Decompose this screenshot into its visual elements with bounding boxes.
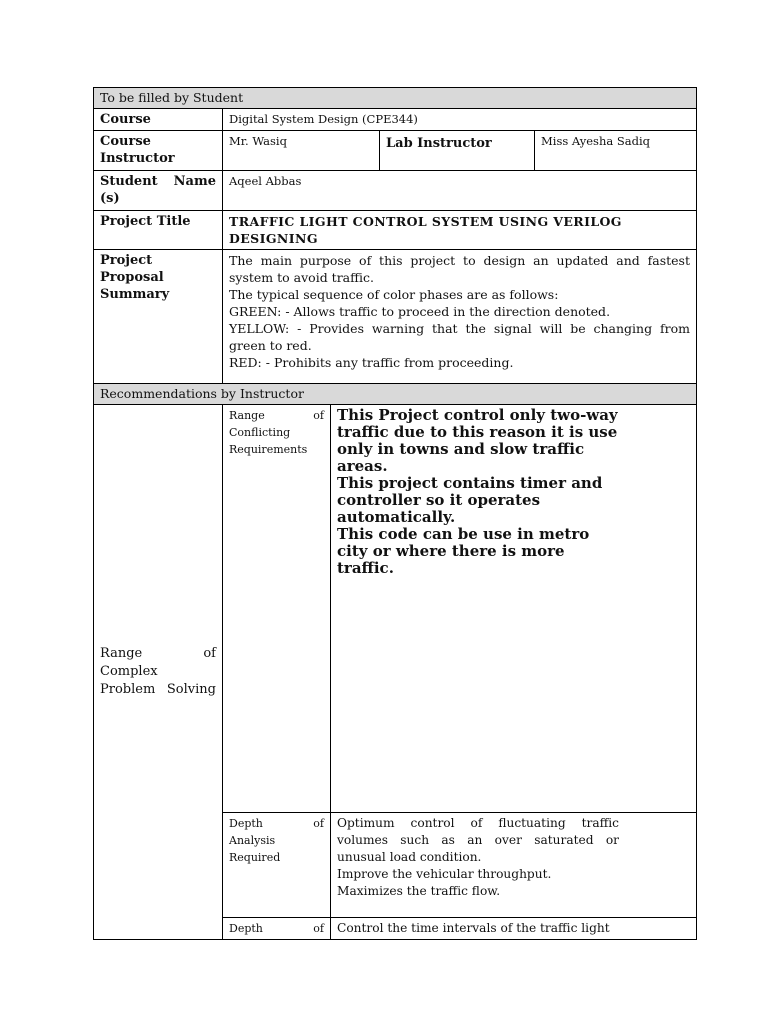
conflicting-line: This Project control only two-way traffic due to this reason it is use only in towns and slow traffic areas. (337, 406, 618, 475)
project-form-table (93, 87, 697, 940)
student-name-label: Student Name (s) (94, 171, 223, 211)
lab-instructor-label: Lab Instructor (380, 131, 535, 171)
conflicting-line: This code can be use in metro city or where there is more traffic. (337, 525, 590, 577)
complex-problem-label: Range of Complex Problem Solving (94, 405, 223, 940)
course-instructor-value: Mr. Wasiq (223, 131, 380, 171)
summary-line: The typical sequence of color phases are as follows: (229, 287, 559, 302)
student-name-value: Aqeel Abbas (223, 171, 697, 211)
course-instructor-label: Course Instructor (94, 131, 223, 171)
section-header-instructor (94, 384, 697, 405)
summary-line: RED: - Prohibits any traffic from proceeding. (229, 355, 514, 370)
project-title-label: Project Title (94, 211, 223, 250)
proposal-summary-row (94, 250, 697, 384)
conflicting-line: This project contains timer and controller so it operates automatically. (337, 474, 603, 526)
project-title-value: TRAFFIC LIGHT CONTROL SYSTEM USING VERILOG DESIGNING (223, 211, 697, 250)
depth-partial-label: Depth of (223, 918, 331, 940)
student-row (94, 171, 697, 211)
proposal-summary-text (223, 250, 697, 384)
depth-analysis-label: Depth of Analysis Required (223, 813, 331, 918)
depth-analysis-text (331, 813, 697, 918)
course-value: Digital System Design (CPE344) (223, 109, 697, 131)
depth-line: Optimum control of fluctuating traffic volumes such as an over saturated or unusual load condition. (337, 816, 619, 864)
proposal-summary-label: Project Proposal Summary (94, 250, 223, 384)
section-student-label: To be filled by Student (94, 88, 697, 109)
summary-line: GREEN: - Allows traffic to proceed in the direction denoted. (229, 304, 611, 319)
summary-line: YELLOW: - Provides warning that the signal will be changing from green to red. (229, 321, 690, 353)
section-header-student (94, 88, 697, 109)
project-title-row (94, 211, 697, 250)
instructor-row (94, 131, 697, 171)
conflicting-requirements-label: Range of Conflicting Requirements (223, 405, 331, 813)
summary-line: The main purpose of this project to design an updated and fastest system to avoid traffic. (229, 253, 690, 285)
depth-line: Improve the vehicular throughput. (337, 867, 552, 881)
course-row (94, 109, 697, 131)
depth-partial-text: Control the time intervals of the traffic light (331, 918, 697, 940)
lab-instructor-value: Miss Ayesha Sadiq (535, 131, 697, 171)
conflicting-requirements-row (94, 405, 697, 813)
course-label: Course (94, 109, 223, 131)
section-instructor-label: Recommendations by Instructor (94, 384, 697, 405)
conflicting-requirements-text (331, 405, 697, 813)
depth-line: Maximizes the traffic flow. (337, 884, 501, 898)
